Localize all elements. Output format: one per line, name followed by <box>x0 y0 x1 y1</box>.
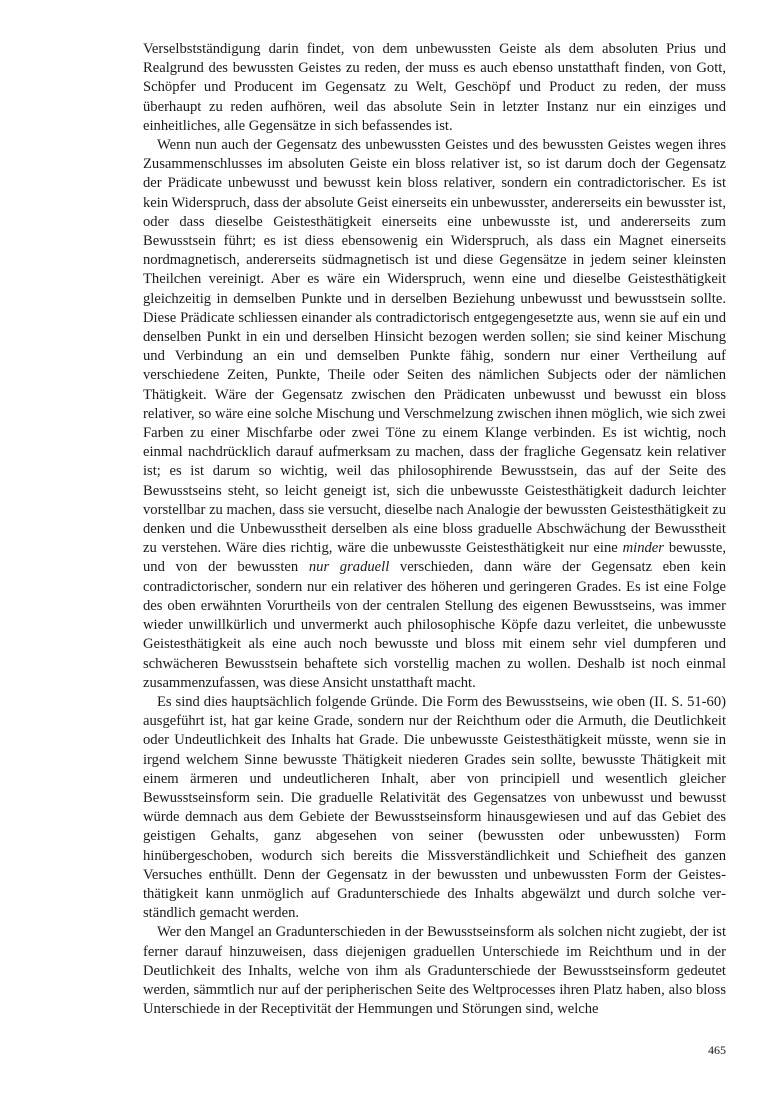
paragraph-1 <box>143 40 726 136</box>
paragraph-3 <box>143 693 726 923</box>
paragraph-2-text-c: verschieden, dann wäre der Gegensatz eben kein contradictorischer, sondern nur ein relativer des höheren und geringeren Grades. Es ist eine Folge des oben erwähnten Vorurtheils von der centralen Stellung des eigenen Bewusstseins, was immer wieder unwillkürlich und unvermerkt auch philosophische Köpfe dazu verleitet, die unbewusste Geistesthätigkeit als eine auch noch bewusste und bloss mit einem sehr viel dumpferen und schwächeren Bewusstsein behaftete sich vorstellig machen zu wollen. Deshalb ist noch einmal zusammenzufassen, was diese Ansicht unstatthaft macht. <box>143 559 727 691</box>
paragraph-4 <box>143 923 726 1019</box>
paragraph-2-italic-minder: minder <box>622 540 664 557</box>
paragraph-3-text: Es sind dies hauptsächlich folgende Gründe. Die Form des Bewusstseins, wie oben (II. S. 51-60) ausgeführt ist, hat gar keine Grade, sondern nur der Reichthum oder die Armuth, die Deutlichkeit oder Undeutlichkeit des Inhalts hat Grade. Die unbewusste Geistesthätigkeit müsste, wenn sie in irgend welchem Sinne bewusste Thätigkeit niederen Grades sein sollte, bewusste Thätigkeit mit einem ärmeren und undeutlicheren Inhalt, aber von principiell und wesentlich gleicher Bewusstseinsform sein. Die graduelle Relativität des Gegensatzes von unbewusst und bewusst würde demnach aus dem Gebiete der Bewusstseinsform hinausgewiesen und auf das Gebiet des geistigen Gehalts, ganz abgesehen von seiner (bewussten oder unbewussten) Form hinübergeschoben, wodurch sich bereits die Missverständlichkeit und Schiefheit des ganzen Versuches enthüllt. Denn der Gegensatz in der bewussten und unbewussten Form der Geistesthätigkeit kann unmöglich auf Gradunterschiede des Inhalts abgewälzt und durch solche verständlich gemacht werden. <box>143 693 726 922</box>
page-number: 465 <box>708 1043 726 1057</box>
paragraph-2-text-b: bewusste, und von der bewussten <box>143 540 726 576</box>
paragraph-2 <box>143 136 726 693</box>
paragraph-4-text: Wer den Mangel an Gradunterschieden in der Bewusstseinsform als solchen nicht zugiebt, der ist ferner darauf hinzuweisen, dass diejenigen graduellen Unterschiede im Reichthum und in der Deutlichkeit des Inhalts, welche von ihm als Gradunterschiede der Bewusstseinsform gedeutet werden, sämmtlich nur auf der peripherischen Seite des Weltprocesses ihren Platz haben, also bloss Unterschiede in der Receptivität der Hemmungen und Störungen sind, welche <box>143 924 726 1018</box>
paragraph-1-text: Verselbstständigung darin findet, von dem unbewussten Geiste als dem absoluten Prius und Realgrund des bewussten Geistes zu reden, der muss es auch ebenso unstatthaft finden, von Gott, Schöpfer und Producent im Gegensatz zu Welt, Geschöpf und Product zu reden, der muss überhaupt zu reden aufhören, weil das absolute Sein in letzter Instanz nur ein einziges und einheitliches, alle Gegensätze in sich befassendes ist. <box>143 41 726 134</box>
paragraph-2-text-a: Wenn nun auch der Gegensatz des unbewussten Geistes und des bewussten Geistes wegen ihres Zusammenschlusses im absoluten Geiste ein bloss relativer ist, so ist darum doch der Gegensatz der Prädicate unbewusst und bewusst kein bloss relativer, sondern ein contradictorischer. Es ist kein Widerspruch, dass der absolute Geist einerseits ein unbewusster, andererseits ein bewusster ist, oder dass dieselbe Geistesthätigkeit einerseits eine unbewusste ist, und andererseits zum Bewusstsein führt; es ist diess ebensowenig ein Widerspruch, als dass ein Magnet einerseits nordmagnetisch, andererseits südmagnetisch ist und diese Gegensätze in jedem seiner kleinsten Theilchen vereinigt. Aber es wäre ein Widerspruch, wenn eine und dieselbe Geistesthätigkeit gleichzeitig in demselben Punkte und in derselben Beziehung unbewusst und bewusstsein sollte. Diese Prädicate schliessen einander als contradictorisch entgegengesetzte aus, wenn sie auf ein und denselben Punkt in ein und derselben Hinsicht bezogen werden sollen; sie sind keiner Mischung und Verbindung an ein und demselben Punkte fähig, sondern nur einer Vertheilung auf verschiedene Zeiten, Punkte, Theile oder Seiten des nämlichen Subjects oder der nämlichen Thätigkeit. Wäre der Gegensatz zwischen den Prädicaten unbewusst und bewusst ein bloss relativer, so wäre eine solche Mischung und Verschmelzung zwischen ihnen möglich, wie sich zwei Farben zu einer Mischfarbe oder zwei Töne zu einem Klange verbinden. Es ist wichtig, noch einmal nachdrücklich darauf aufmerksam zu machen, dass der fragliche Gegensatz kein relativer ist; es ist darum so wichtig, weil das philosophirende Bewusstsein, das auf der Seite des Bewusstseins steht, so leicht geneigt ist, sich die unbewusste Geistesthätigkeit dadurch leichter vorstellbar zu machen, dass sie versucht, dieselbe nach Analogie der bewussten Geistesthätigkeit zu denken und die Unbewusstheit derselben als eine bloss graduelle Abschwächung der Bewusstheit zu verstehen. Wäre dies richtig, wäre die unbewusste Geistesthätigkeit nur eine <box>143 137 726 557</box>
paragraph-2-italic-nur-graduell: nur graduell <box>308 559 390 576</box>
page-text <box>143 40 726 1019</box>
